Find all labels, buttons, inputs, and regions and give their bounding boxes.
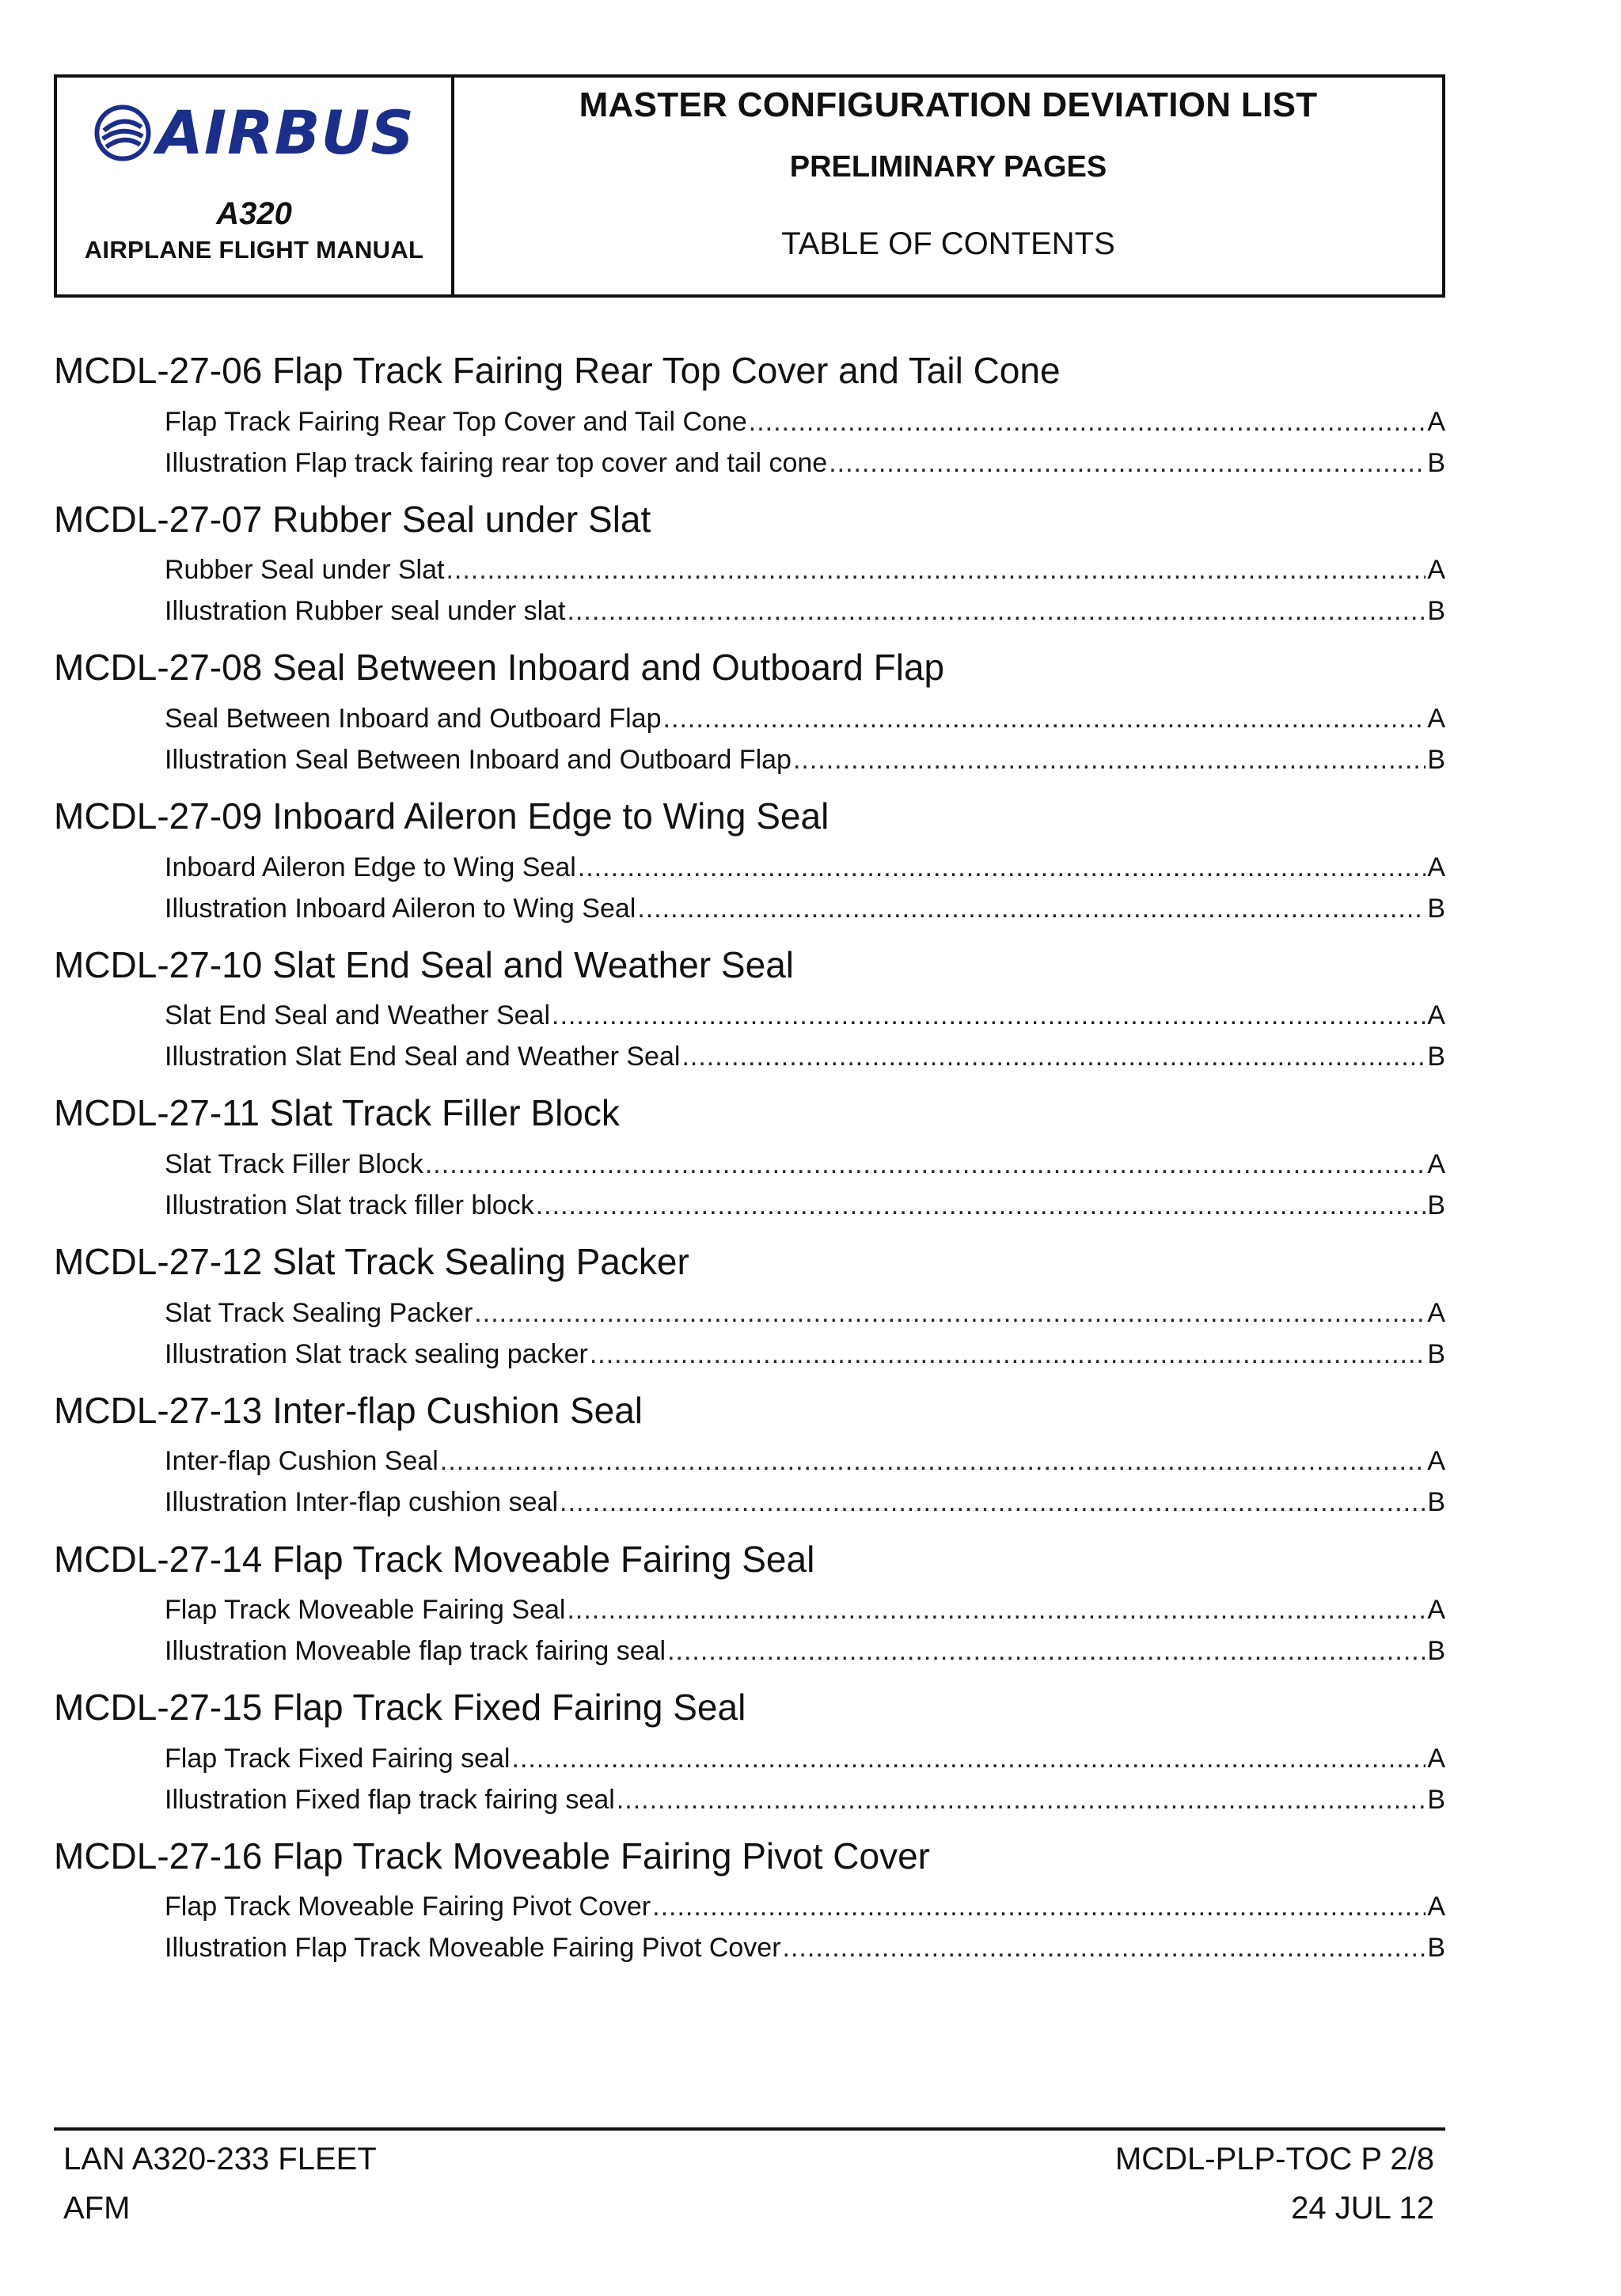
toc-entry-page: B (1427, 596, 1445, 627)
toc-entry[interactable] (165, 1774, 1445, 1815)
toc-section (54, 1682, 1445, 1831)
toc-section-title[interactable]: MCDL-27-10 Slat End Seal and Weather Seal (54, 943, 795, 985)
toc-entry[interactable] (165, 437, 1445, 478)
toc-section (54, 1236, 1445, 1385)
toc-entry[interactable] (165, 1584, 1445, 1626)
document-subtitle: PRELIMINARY PAGES (789, 150, 1107, 184)
toc-section (54, 1831, 1445, 1979)
header-title-panel (454, 78, 1442, 294)
toc-entry-label: Flap Track Fairing Rear Top Cover and Tail Cone (165, 406, 747, 437)
toc-section-title[interactable]: MCDL-27-13 Inter-flap Cushion Seal (54, 1389, 643, 1431)
toc-entry-page: B (1427, 1487, 1445, 1518)
toc-dot-leader (536, 1191, 1426, 1220)
toc-dot-leader (637, 894, 1425, 924)
toc-dot-leader (560, 1488, 1425, 1517)
brand-name: AIRBUS (157, 97, 415, 168)
toc-entry[interactable] (165, 586, 1445, 627)
toc-entry-label: Illustration Flap Track Moveable Fairing Pivot Cover (165, 1933, 781, 1964)
toc-entry-page: B (1427, 1784, 1445, 1815)
toc-entry-label: Illustration Rubber seal under slat (165, 596, 566, 627)
toc-entry-page: A (1427, 703, 1445, 734)
header-brand-panel (57, 78, 454, 294)
toc-dot-leader (829, 449, 1425, 478)
toc-section-title[interactable]: MCDL-27-07 Rubber Seal under Slat (54, 498, 651, 540)
toc-entry[interactable] (165, 1732, 1445, 1774)
toc-section (54, 1087, 1445, 1236)
toc-entry-page: B (1427, 1190, 1445, 1221)
toc-entry-page: B (1427, 1338, 1445, 1369)
toc-entry[interactable] (165, 1626, 1445, 1667)
toc-section (54, 1385, 1445, 1534)
toc-entry-page: A (1427, 1743, 1445, 1774)
toc-dot-leader (440, 1447, 1425, 1476)
toc-section-title[interactable]: MCDL-27-15 Flap Track Fixed Fairing Seal (54, 1687, 746, 1729)
toc-entry-page: A (1427, 1595, 1445, 1626)
toc-section (54, 345, 1445, 494)
toc-dot-leader (663, 704, 1426, 734)
toc-section-title[interactable]: MCDL-27-14 Flap Track Moveable Fairing Seal (54, 1538, 815, 1580)
toc-section-title[interactable]: MCDL-27-11 Slat Track Filler Block (54, 1092, 620, 1134)
toc-entry[interactable] (165, 841, 1445, 882)
toc-entry[interactable] (165, 396, 1445, 437)
toc-entry-label: Slat End Seal and Weather Seal (165, 1000, 551, 1031)
toc-entry[interactable] (165, 990, 1445, 1031)
toc-entry-label: Illustration Flap track fairing rear top cover and tail cone (165, 447, 828, 478)
toc-entry[interactable] (165, 1328, 1445, 1369)
toc-dot-leader (793, 746, 1425, 775)
toc-entry-label: Flap Track Moveable Fairing Seal (165, 1595, 566, 1626)
toc-dot-leader (652, 1892, 1425, 1922)
toc-dot-leader (425, 1150, 1425, 1179)
toc-entry[interactable] (165, 1031, 1445, 1072)
toc-entry-label: Inboard Aileron Edge to Wing Seal (165, 852, 576, 882)
toc-section-title[interactable]: MCDL-27-16 Flap Track Moveable Fairing Pivot Cover (54, 1835, 930, 1877)
toc-dot-leader (567, 1596, 1425, 1625)
toc-entry[interactable] (165, 1881, 1445, 1922)
toc-entry-page: B (1427, 1933, 1445, 1964)
toc-section (54, 939, 1445, 1088)
airbus-swirl-icon (93, 104, 152, 162)
toc-entry-page: A (1427, 1000, 1445, 1031)
toc-entry[interactable] (165, 1138, 1445, 1179)
toc-section-title[interactable]: MCDL-27-08 Seal Between Inboard and Outboard Flap (54, 647, 945, 689)
toc-section (54, 1534, 1445, 1683)
toc-entry-label: Slat Track Sealing Packer (165, 1297, 473, 1328)
airbus-logo (93, 97, 415, 168)
footer-date: 24 JUL 12 (1291, 2191, 1434, 2226)
toc-dot-leader (617, 1786, 1426, 1815)
toc-entry-label: Illustration Slat End Seal and Weather Seal (165, 1042, 681, 1072)
toc-entry[interactable] (165, 1922, 1445, 1964)
toc-entry-label: Flap Track Fixed Fairing seal (165, 1743, 511, 1774)
toc-entry-label: Inter-flap Cushion Seal (165, 1446, 438, 1477)
toc-entry[interactable] (165, 1287, 1445, 1328)
toc-section (54, 642, 1445, 791)
toc-entry-label: Illustration Inter-flap cushion seal (165, 1487, 559, 1518)
toc-entry-page: A (1427, 406, 1445, 437)
toc-dot-leader (446, 556, 1425, 585)
toc-entry-page: A (1427, 1446, 1445, 1477)
toc-dot-leader (512, 1744, 1426, 1774)
toc-entry-page: A (1427, 1892, 1445, 1922)
toc-section (54, 494, 1445, 643)
toc-entry[interactable] (165, 1179, 1445, 1220)
toc-entry[interactable] (165, 882, 1445, 924)
toc-entry-page: B (1427, 1042, 1445, 1072)
toc-section-title[interactable]: MCDL-27-06 Flap Track Fairing Rear Top Cover and Tail Cone (54, 350, 1061, 391)
toc-dot-leader (590, 1340, 1426, 1369)
toc-entry-label: Seal Between Inboard and Outboard Flap (165, 703, 662, 734)
document-header (54, 74, 1445, 298)
toc-entry-page: A (1427, 555, 1445, 586)
toc-dot-leader (681, 1042, 1425, 1072)
footer-manual-code: AFM (63, 2191, 131, 2226)
toc-entry[interactable] (165, 693, 1445, 734)
toc-entry-label: Flap Track Moveable Fairing Pivot Cover (165, 1892, 651, 1922)
toc-section-title[interactable]: MCDL-27-12 Slat Track Sealing Packer (54, 1241, 689, 1283)
toc-entry[interactable] (165, 734, 1445, 775)
toc-dot-leader (474, 1299, 1425, 1328)
footer-page-ref: MCDL-PLP-TOC P 2/8 (1114, 2142, 1434, 2176)
toc-entry-label: Illustration Inboard Aileron to Wing Seal (165, 893, 636, 924)
toc-entry-page: A (1427, 852, 1445, 882)
table-of-contents (54, 345, 1445, 1979)
manual-name: AIRPLANE FLIGHT MANUAL (84, 236, 424, 264)
toc-entry[interactable] (165, 545, 1445, 586)
toc-entry-label: Illustration Slat track filler block (165, 1190, 534, 1221)
toc-entry-page: A (1427, 1149, 1445, 1180)
toc-entry-label: Slat Track Filler Block (165, 1149, 423, 1180)
toc-entry-label: Illustration Slat track sealing packer (165, 1338, 588, 1369)
toc-entry[interactable] (165, 1436, 1445, 1477)
toc-entry-page: B (1427, 1636, 1445, 1667)
toc-dot-leader (552, 1001, 1425, 1030)
toc-dot-leader (578, 853, 1426, 882)
footer-divider (54, 2127, 1445, 2131)
toc-section (54, 791, 1445, 939)
toc-entry-label: Illustration Moveable flap track fairing seal (165, 1636, 666, 1667)
document-section-name: TABLE OF CONTENTS (781, 226, 1115, 261)
toc-entry-label: Illustration Fixed flap track fairing seal (165, 1784, 615, 1815)
toc-entry-label: Rubber Seal under Slat (165, 555, 445, 586)
toc-entry-page: A (1427, 1297, 1445, 1328)
toc-entry-label: Illustration Seal Between Inboard and Outboard Flap (165, 744, 792, 775)
toc-dot-leader (667, 1637, 1425, 1666)
document-title: MASTER CONFIGURATION DEVIATION LIST (579, 85, 1318, 124)
toc-section-title[interactable]: MCDL-27-09 Inboard Aileron Edge to Wing Seal (54, 795, 829, 837)
toc-dot-leader (568, 597, 1426, 626)
footer-fleet: LAN A320-233 FLEET (63, 2142, 377, 2176)
toc-dot-leader (783, 1934, 1426, 1963)
toc-entry-page: B (1427, 447, 1445, 478)
toc-entry-page: B (1427, 893, 1445, 924)
toc-entry[interactable] (165, 1477, 1445, 1518)
toc-entry-page: B (1427, 744, 1445, 775)
aircraft-model: A320 (216, 196, 292, 231)
toc-dot-leader (749, 408, 1426, 437)
